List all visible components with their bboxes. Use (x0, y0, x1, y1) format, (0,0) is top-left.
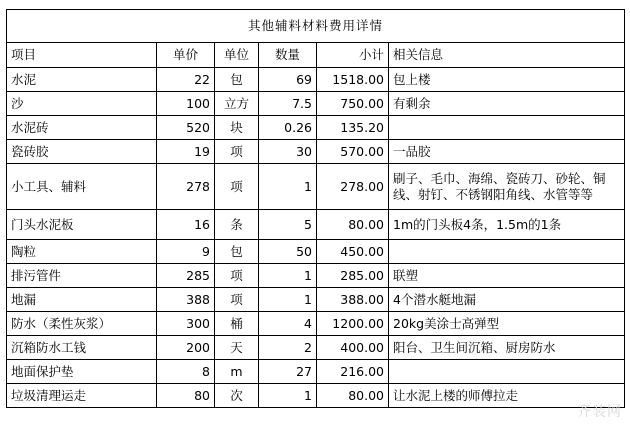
table-title-row (7, 10, 625, 43)
table-row (7, 164, 625, 210)
table-header-row (7, 43, 625, 68)
cell-unit: 次 (215, 384, 259, 408)
cell-subtotal: 216.00 (317, 360, 389, 384)
cell-info: 联塑 (389, 264, 625, 288)
watermark: 齐装网 (577, 405, 622, 420)
table-row (7, 210, 625, 240)
cell-unit: 条 (215, 210, 259, 240)
cell-quantity: 1 (259, 264, 317, 288)
cell-item: 小工具、辅料 (7, 164, 157, 210)
cell-price: 100 (157, 92, 215, 116)
cell-item: 沉箱防水工钱 (7, 336, 157, 360)
cell-unit: 桶 (215, 312, 259, 336)
cell-unit: 包 (215, 240, 259, 264)
cell-item: 瓷砖胶 (7, 140, 157, 164)
cell-item: 排污管件 (7, 264, 157, 288)
cell-quantity: 7.5 (259, 92, 317, 116)
cell-price: 285 (157, 264, 215, 288)
cell-subtotal: 80.00 (317, 210, 389, 240)
table-row (7, 92, 625, 116)
cell-subtotal: 388.00 (317, 288, 389, 312)
table-row (7, 312, 625, 336)
cell-quantity: 2 (259, 336, 317, 360)
cell-subtotal: 1518.00 (317, 68, 389, 92)
column-header-unit: 单位 (215, 43, 259, 68)
cell-info: 一品胶 (389, 140, 625, 164)
cell-quantity: 1 (259, 288, 317, 312)
table-row (7, 116, 625, 140)
cell-item: 地漏 (7, 288, 157, 312)
cell-price: 22 (157, 68, 215, 92)
table-row (7, 68, 625, 92)
cell-quantity: 4 (259, 312, 317, 336)
cell-info: 包上楼 (389, 68, 625, 92)
cell-info (389, 116, 625, 140)
column-header-info: 相关信息 (389, 43, 625, 68)
cell-info: 有剩余 (389, 92, 625, 116)
cell-subtotal: 450.00 (317, 240, 389, 264)
cell-item: 沙 (7, 92, 157, 116)
cell-info: 刷子、毛巾、海绵、瓷砖刀、砂轮、铜线、射钉、不锈钢阳角线、水管等等 (389, 164, 625, 210)
cell-unit: 天 (215, 336, 259, 360)
cell-unit: 项 (215, 264, 259, 288)
cell-price: 520 (157, 116, 215, 140)
cell-price: 80 (157, 384, 215, 408)
cell-subtotal: 750.00 (317, 92, 389, 116)
cell-unit: 立方 (215, 92, 259, 116)
cell-info (389, 360, 625, 384)
cell-info (389, 240, 625, 264)
cell-item: 防水（柔性灰浆） (7, 312, 157, 336)
cell-info: 1m的门头板4条，1.5m的1条 (389, 210, 625, 240)
cell-price: 16 (157, 210, 215, 240)
cell-price: 300 (157, 312, 215, 336)
table-row (7, 336, 625, 360)
table-row (7, 140, 625, 164)
column-header-item: 项目 (7, 43, 157, 68)
cell-quantity: 30 (259, 140, 317, 164)
cell-price: 200 (157, 336, 215, 360)
cell-item: 地面保护垫 (7, 360, 157, 384)
cell-info: 阳台、卫生间沉箱、厨房防水 (389, 336, 625, 360)
column-header-subtotal: 小计 (317, 43, 389, 68)
cell-info: 20kg美涂士高弹型 (389, 312, 625, 336)
cell-subtotal: 80.00 (317, 384, 389, 408)
table-row (7, 288, 625, 312)
cell-quantity: 0.26 (259, 116, 317, 140)
column-header-quantity: 数量 (259, 43, 317, 68)
cell-subtotal: 400.00 (317, 336, 389, 360)
cell-item: 水泥 (7, 68, 157, 92)
cell-unit: 包 (215, 68, 259, 92)
page-title: 其他辅料材料费用详情 (7, 10, 625, 43)
cell-quantity: 5 (259, 210, 317, 240)
cell-quantity: 1 (259, 164, 317, 210)
cell-price: 388 (157, 288, 215, 312)
cell-subtotal: 285.00 (317, 264, 389, 288)
cell-subtotal: 1200.00 (317, 312, 389, 336)
table-row (7, 384, 625, 408)
table-row (7, 360, 625, 384)
cell-info: 让水泥上楼的师傅拉走 (389, 384, 625, 408)
cell-price: 278 (157, 164, 215, 210)
table-row (7, 264, 625, 288)
cell-subtotal: 278.00 (317, 164, 389, 210)
cell-unit: 项 (215, 140, 259, 164)
column-header-price: 单价 (157, 43, 215, 68)
cell-item: 垃圾清理运走 (7, 384, 157, 408)
cell-quantity: 69 (259, 68, 317, 92)
cell-price: 19 (157, 140, 215, 164)
cell-quantity: 1 (259, 384, 317, 408)
cell-quantity: 50 (259, 240, 317, 264)
cell-quantity: 27 (259, 360, 317, 384)
table-row (7, 240, 625, 264)
cell-info: 4个潜水艇地漏 (389, 288, 625, 312)
cell-price: 9 (157, 240, 215, 264)
cell-unit: 项 (215, 164, 259, 210)
cell-item: 陶粒 (7, 240, 157, 264)
cost-table (6, 9, 625, 408)
cell-unit: m (215, 360, 259, 384)
cell-unit: 块 (215, 116, 259, 140)
cell-unit: 项 (215, 288, 259, 312)
cell-item: 门头水泥板 (7, 210, 157, 240)
cell-subtotal: 570.00 (317, 140, 389, 164)
cell-item: 水泥砖 (7, 116, 157, 140)
cell-price: 8 (157, 360, 215, 384)
cell-subtotal: 135.20 (317, 116, 389, 140)
